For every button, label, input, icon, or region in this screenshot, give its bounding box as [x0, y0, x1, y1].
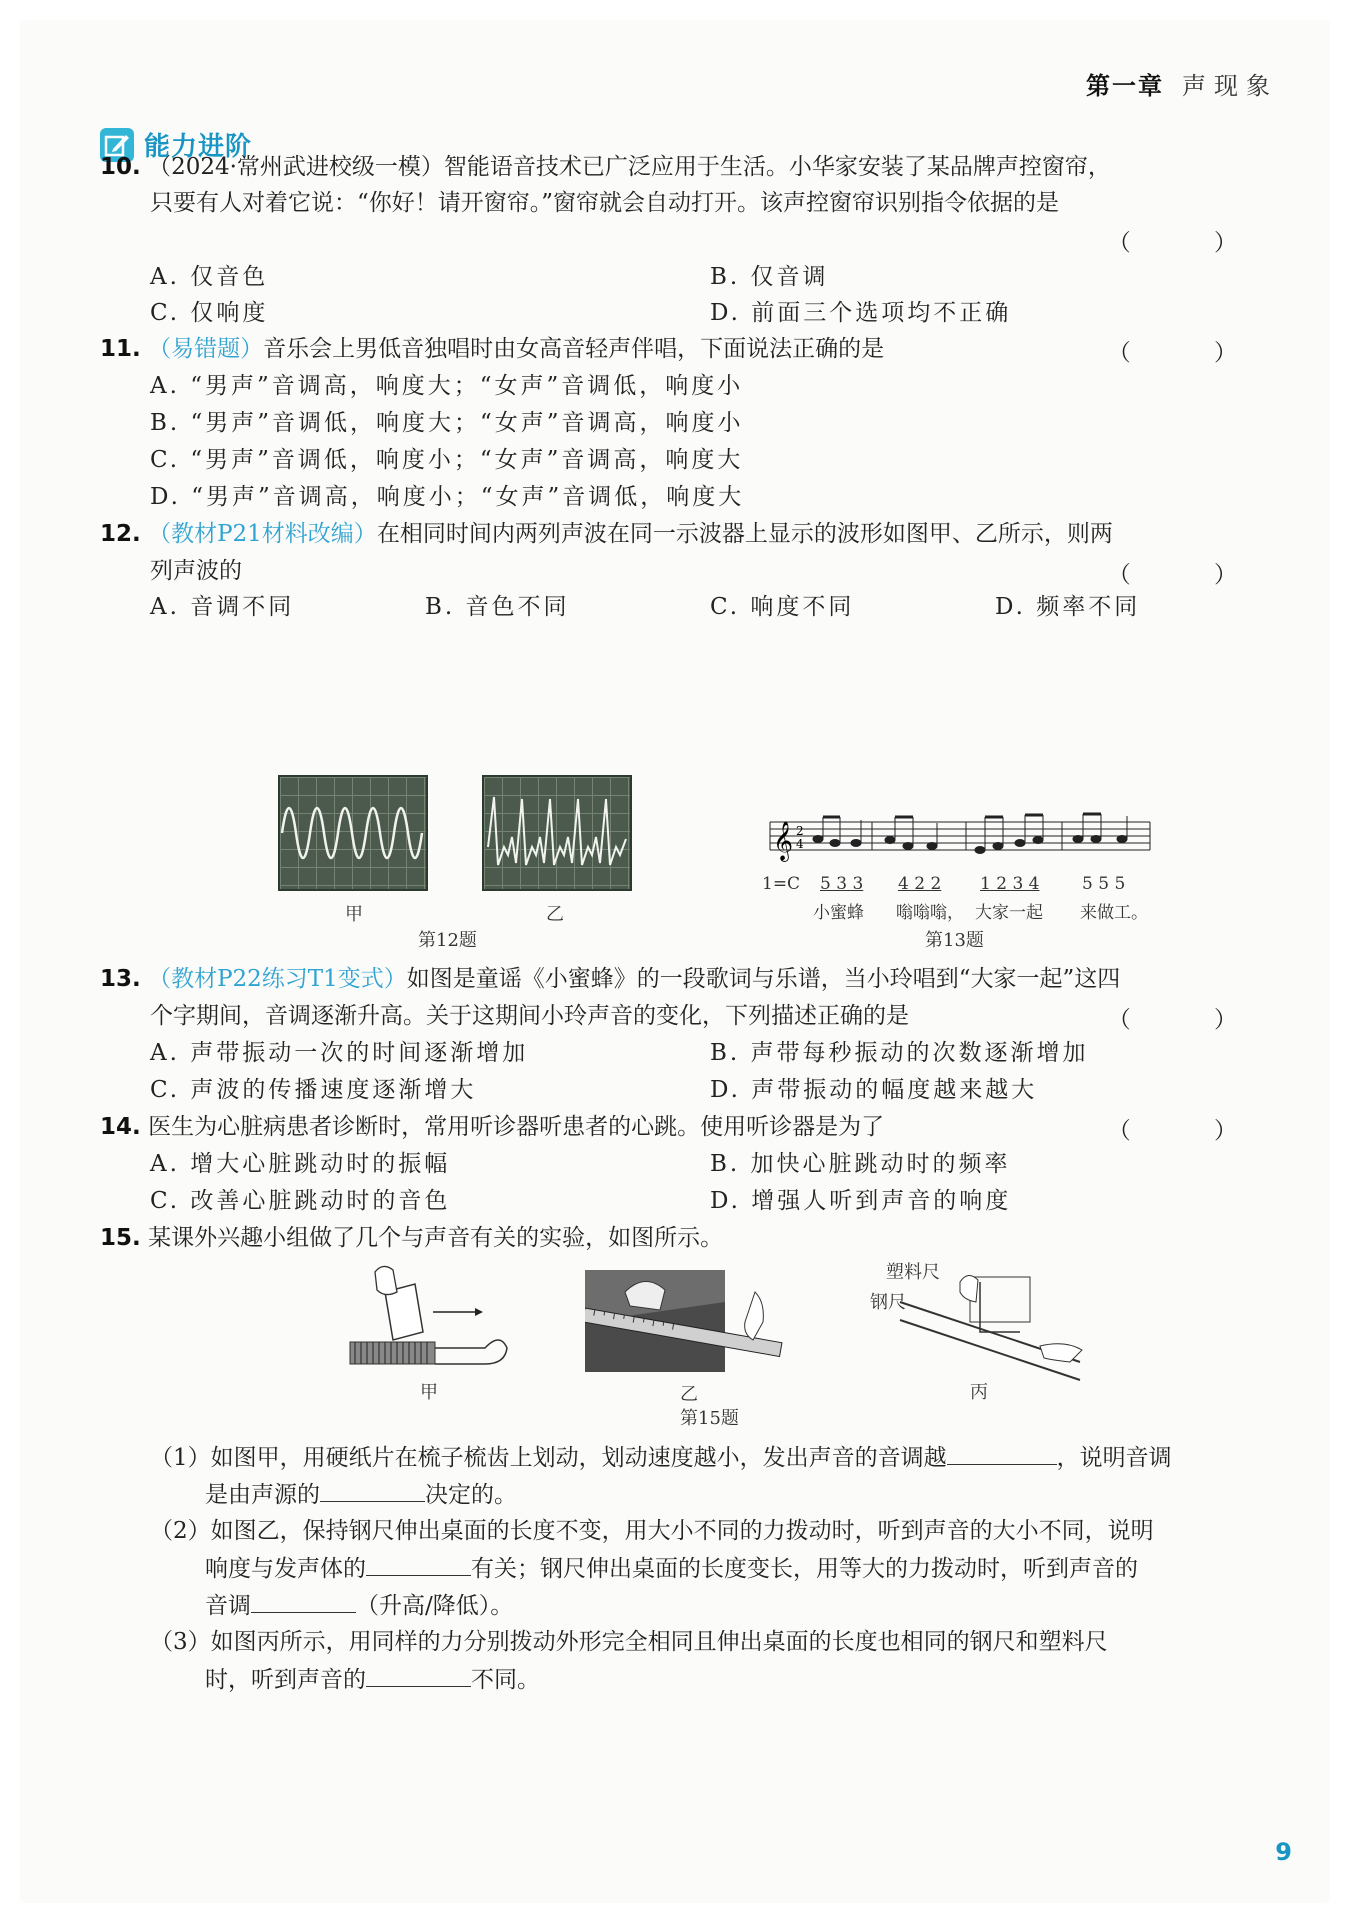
q11-tag: （易错题） — [148, 336, 264, 362]
waveform-jia-image — [278, 775, 428, 891]
q15-part2-line3 — [205, 1590, 513, 1621]
q15-part1-text-d: 决定的。 — [425, 1482, 517, 1508]
q12-tag: （教材P21材料改编） — [148, 521, 377, 547]
q15-part1-line2 — [205, 1479, 517, 1510]
score-notes-2: 4 2 2 — [898, 874, 942, 894]
label-steel-ruler: 钢尺 — [870, 1292, 906, 1313]
q14-answer-bracket: （ ） — [1107, 1118, 1275, 1144]
q15-blank-2[interactable] — [320, 1479, 425, 1502]
q14-option-d: D. 增强人听到声音的响度 — [710, 1188, 1012, 1214]
svg-text:2: 2 — [796, 824, 804, 838]
q11-option-d: D. “男声”音调高，响度小；“女声”音调低，响度大 — [150, 484, 745, 510]
q15-part2-line2 — [205, 1553, 1138, 1584]
q15-number: 15. — [100, 1225, 141, 1251]
q15-part1-text-b: ，说明音调 — [1056, 1445, 1172, 1471]
label-plastic-ruler: 塑料尺 — [886, 1262, 940, 1283]
q14-option-c: C. 改善心脏跳动时的音色 — [150, 1188, 451, 1214]
q12-text1: 在相同时间内两列声波在同一示波器上显示的波形如图甲、乙所示，则两 — [376, 521, 1113, 547]
score-notes-4: 5 5 5 — [1082, 874, 1126, 894]
q13-answer-bracket: （ ） — [1107, 1007, 1275, 1033]
q12-number: 12. — [100, 521, 141, 547]
q10-option-c: C. 仅响度 — [150, 300, 269, 326]
score-notes-3: 1 2 3 4 — [980, 874, 1040, 894]
fig15-caption: 第15题 — [680, 1408, 739, 1429]
q15-text: 某课外兴趣小组做了几个与声音有关的实验，如图所示。 — [148, 1225, 724, 1251]
q12-line1 — [100, 519, 1113, 549]
fig15-label-jia: 甲 — [420, 1382, 438, 1403]
q11-option-b: B. “男声”音调低，响度大；“女声”音调高，响度小 — [150, 410, 744, 436]
q13-line1 — [100, 964, 1120, 994]
arrow-right-icon — [475, 1308, 483, 1316]
ruler-experiment-image — [585, 1262, 790, 1377]
q12-option-b: B. 音色不同 — [425, 594, 570, 620]
q15-line — [100, 1223, 723, 1253]
comb-experiment-image — [345, 1262, 515, 1372]
q11-option-c: C. “男声”音调低，响度小；“女声”音调高，响度大 — [150, 447, 744, 473]
q14-number: 14. — [100, 1114, 141, 1140]
chapter-title: 第一章 — [1086, 72, 1164, 100]
q12-text2: 列声波的 — [150, 558, 242, 584]
score-key: 1=C — [762, 874, 801, 894]
fig13-caption: 第13题 — [925, 930, 984, 951]
q13-option-d: D. 声带振动的幅度越来越大 — [710, 1077, 1038, 1103]
q15-part3-text-b: 时，听到声音的 — [205, 1667, 366, 1693]
q10-line1 — [100, 152, 1111, 182]
q14-option-b: B. 加快心脏跳动时的频率 — [710, 1151, 1011, 1177]
fig12-label-jia: 甲 — [345, 904, 363, 925]
q15-part2-text-e: （升高/降低）。 — [356, 1593, 514, 1619]
q11-text: 音乐会上男低音独唱时由女高音轻声伴唱，下面说法正确的是 — [263, 336, 885, 362]
q14-text: 医生为心脏病患者诊断时，常用听诊器听患者的心跳。使用听诊器是为了 — [148, 1114, 885, 1140]
q10-text2: 只要有人对着它说：“你好！请开窗帘。”窗帘就会自动打开。该声控窗帘识别指令依据的是 — [150, 190, 1060, 216]
q13-option-c: C. 声波的传播速度逐渐增大 — [150, 1077, 477, 1103]
q15-blank-4[interactable] — [251, 1590, 356, 1613]
q13-text1: 如图是童谣《小蜜蜂》的一段歌词与乐谱，当小玲唱到“大家一起”这四 — [406, 966, 1121, 992]
q10-option-a: A. 仅音色 — [150, 264, 269, 290]
q10-option-b: B. 仅音调 — [710, 264, 829, 290]
fig15-label-bing: 丙 — [970, 1382, 988, 1403]
q14-option-a: A. 增大心脏跳动时的振幅 — [150, 1151, 451, 1177]
q15-part3-line2 — [205, 1664, 540, 1695]
q15-blank-3[interactable] — [366, 1553, 471, 1576]
q14-line — [100, 1112, 884, 1142]
q11-answer-bracket: （ ） — [1107, 340, 1275, 366]
chapter-header — [1086, 66, 1278, 101]
q10-answer-bracket: （ ） — [1107, 230, 1275, 256]
score-notes-1: 5 3 3 — [820, 874, 864, 894]
fig12-caption: 第12题 — [418, 930, 477, 951]
q15-blank-5[interactable] — [366, 1664, 471, 1687]
page-number: 9 — [1275, 1838, 1292, 1866]
q15-part1-text-c: 是由声源的 — [205, 1482, 320, 1508]
q13-tag: （教材P22练习T1变式） — [148, 966, 407, 992]
q13-option-b: B. 声带每秒振动的次数逐渐增加 — [710, 1040, 1089, 1066]
q10-text1: （2024·常州武进校级一模）智能语音技术已广泛应用于生活。小华家安装了某品牌声控窗帘， — [148, 154, 1111, 180]
treble-clef-icon: 𝄞 — [773, 821, 794, 861]
q15-blank-1[interactable] — [947, 1442, 1057, 1465]
section-title: 声现象 — [1182, 72, 1278, 100]
q15-part3-text-c: 不同。 — [471, 1667, 540, 1693]
q12-answer-bracket: （ ） — [1107, 562, 1275, 588]
banner-title: 能力进阶 — [144, 132, 253, 162]
q12-option-c: C. 响度不同 — [710, 594, 855, 620]
score-lyric-1: 小蜜蜂 — [813, 903, 864, 923]
q12-option-a: A. 音调不同 — [150, 594, 295, 620]
q15-part3-line1: （3）如图丙所示，用同样的力分别拨动外形完全相同且伸出桌面的长度也相同的钢尺和塑料尺 — [150, 1629, 1108, 1655]
score-lyric-4: 来做工。 — [1080, 903, 1148, 923]
q10-option-d: D. 前面三个选项均不正确 — [710, 300, 1012, 326]
fig12-label-yi: 乙 — [546, 904, 564, 925]
q13-text2: 个字期间，音调逐渐升高。关于这期间小玲声音的变化，下列描述正确的是 — [150, 1003, 909, 1029]
svg-text:4: 4 — [796, 837, 804, 851]
score-lyric-3: 大家一起 — [975, 903, 1043, 923]
score-lyric-2: 嗡嗡嗡， — [896, 903, 964, 923]
q11-number: 11. — [100, 336, 141, 362]
q15-part2-text-c: 有关；钢尺伸出桌面的长度变长，用等大的力拨动时，听到声音的 — [471, 1556, 1138, 1582]
fig15-label-yi: 乙 — [680, 1384, 698, 1405]
q10-number: 10. — [100, 154, 141, 180]
q15-part2-line1: （2）如图乙，保持钢尺伸出桌面的长度不变，用大小不同的力拨动时，听到声音的大小不同，说明 — [150, 1518, 1154, 1544]
q15-part1-line1 — [150, 1442, 1172, 1473]
q13-number: 13. — [100, 966, 141, 992]
q11-option-a: A. “男声”音调高，响度大；“女声”音调低，响度小 — [150, 373, 744, 399]
q15-part1-text-a: （1）如图甲，用硬纸片在梳子梳齿上划动，划动速度越小，发出声音的音调越 — [150, 1445, 947, 1471]
q12-option-d: D. 频率不同 — [995, 594, 1141, 620]
q15-part2-text-b: 响度与发声体的 — [205, 1556, 366, 1582]
q13-option-a: A. 声带振动一次的时间逐渐增加 — [150, 1040, 529, 1066]
q11-line — [100, 334, 884, 364]
q15-part2-text-d: 音调 — [205, 1593, 251, 1619]
waveform-yi-image — [482, 775, 632, 891]
